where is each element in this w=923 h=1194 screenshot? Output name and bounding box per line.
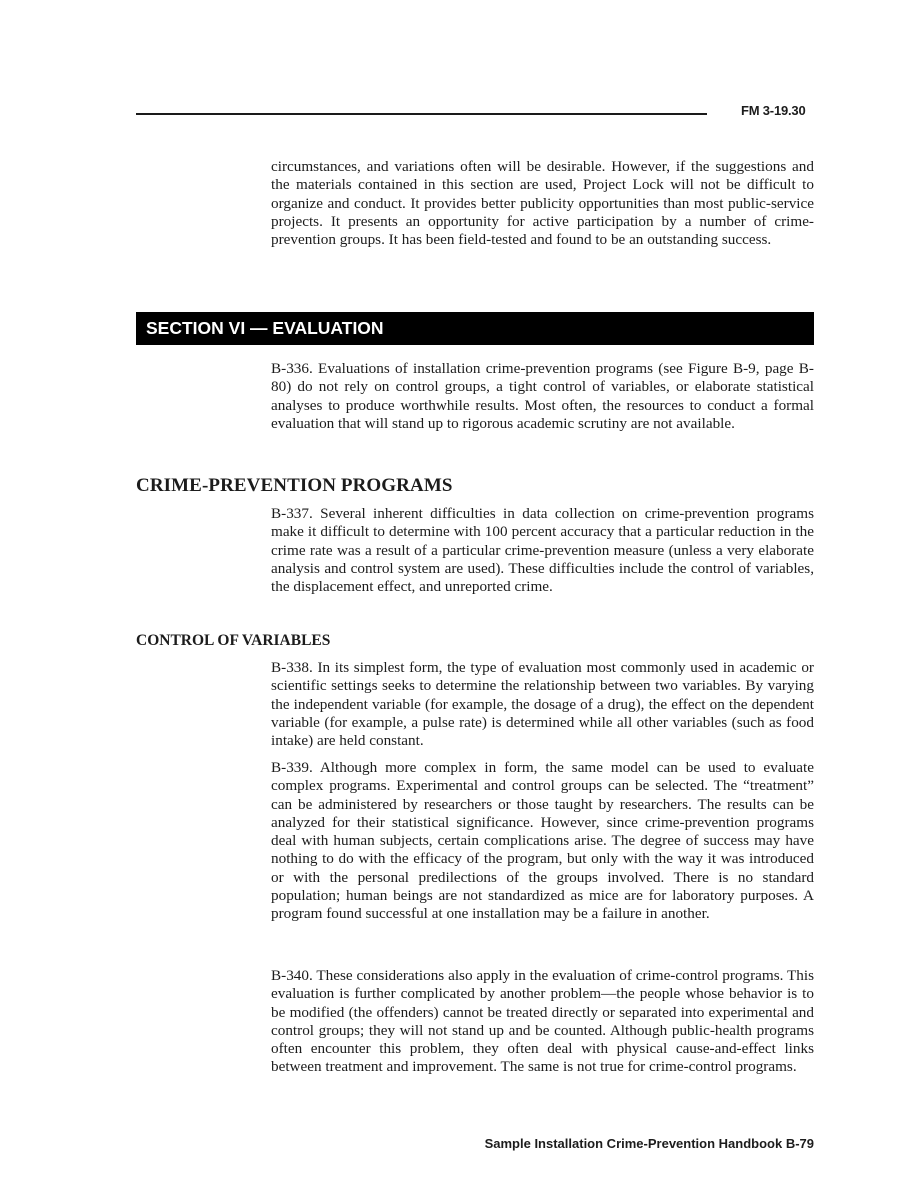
paragraph-b337: B-337. Several inherent difficulties in data collection on crime-prevention programs make it difficult to determine with 100 percent accuracy that a particular reduction in the crime rate was a result of a particular crime-prevention measure (unless a very elaborate analysis and control system are used). These difficulties include the control of variables, the displacement effect, and unreported crime. [271,505,814,596]
section-banner: SECTION VI — EVALUATION [136,312,814,345]
heading-control-of-variables: CONTROL OF VARIABLES [136,632,331,649]
footer-title: Sample Installation Crime-Prevention Handbook B-79 [484,1136,814,1151]
paragraph-b340: B-340. These considerations also apply in the evaluation of crime-control programs. This evaluation is further complicated by another problem—the people whose behavior is to be modified (the offenders) cannot be treated directly or separated into experimental and control groups; they will not stand up and be counted. Although public-health programs often encounter this problem, they often deal with physical cause-and-effect links between treatment and improvement. The same is not true for crime-control programs. [271,967,814,1076]
header-rule [136,113,707,115]
paragraph-b339: B-339. Although more complex in form, the same model can be used to evaluate complex programs. Experimental and control groups can be selected. The “treatment” can be administered by researchers or those taught by researchers. The results can be analyzed for their statistical significance. However, since crime-prevention programs deal with human subjects, certain complications arise. The degree of success may have nothing to do with the efficacy of the program, but only with the way it was introduced or with the personal predilections of the groups involved. There is no standard population; human beings are not standardized as mice are for laboratory purposes. A program found successful at one installation may be a failure in another. [271,759,814,923]
paragraph-b336: B-336. Evaluations of installation crime-prevention programs (see Figure B-9, page B-80) do not rely on control groups, a tight control of variables, or elaborate statistical analyses to produce worthwhile results. Most often, the resources to conduct a formal evaluation that will stand up to rigorous academic scrutiny are not available. [271,360,814,432]
header-doc-number: FM 3-19.30 [741,103,806,118]
paragraph-b338: B-338. In its simplest form, the type of evaluation most commonly used in academic or scientific settings seeks to determine the relationship between two variables. By varying the independent variable (for example, the dosage of a drug), the effect on the dependent variable (for example, a pulse rate) is determined while all other variables (such as food intake) are held constant. [271,659,814,750]
heading-crime-prevention-programs: CRIME-PREVENTION PROGRAMS [136,475,453,496]
intro-paragraph: circumstances, and variations often will be desirable. However, if the suggestions and the materials contained in this section are used, Project Lock will not be difficult to organize and conduct. It provides better publicity opportunities than most public-service projects. It presents an opportunity for active participation by a number of crime-prevention groups. It has been field-tested and found to be an outstanding success. [271,158,814,249]
